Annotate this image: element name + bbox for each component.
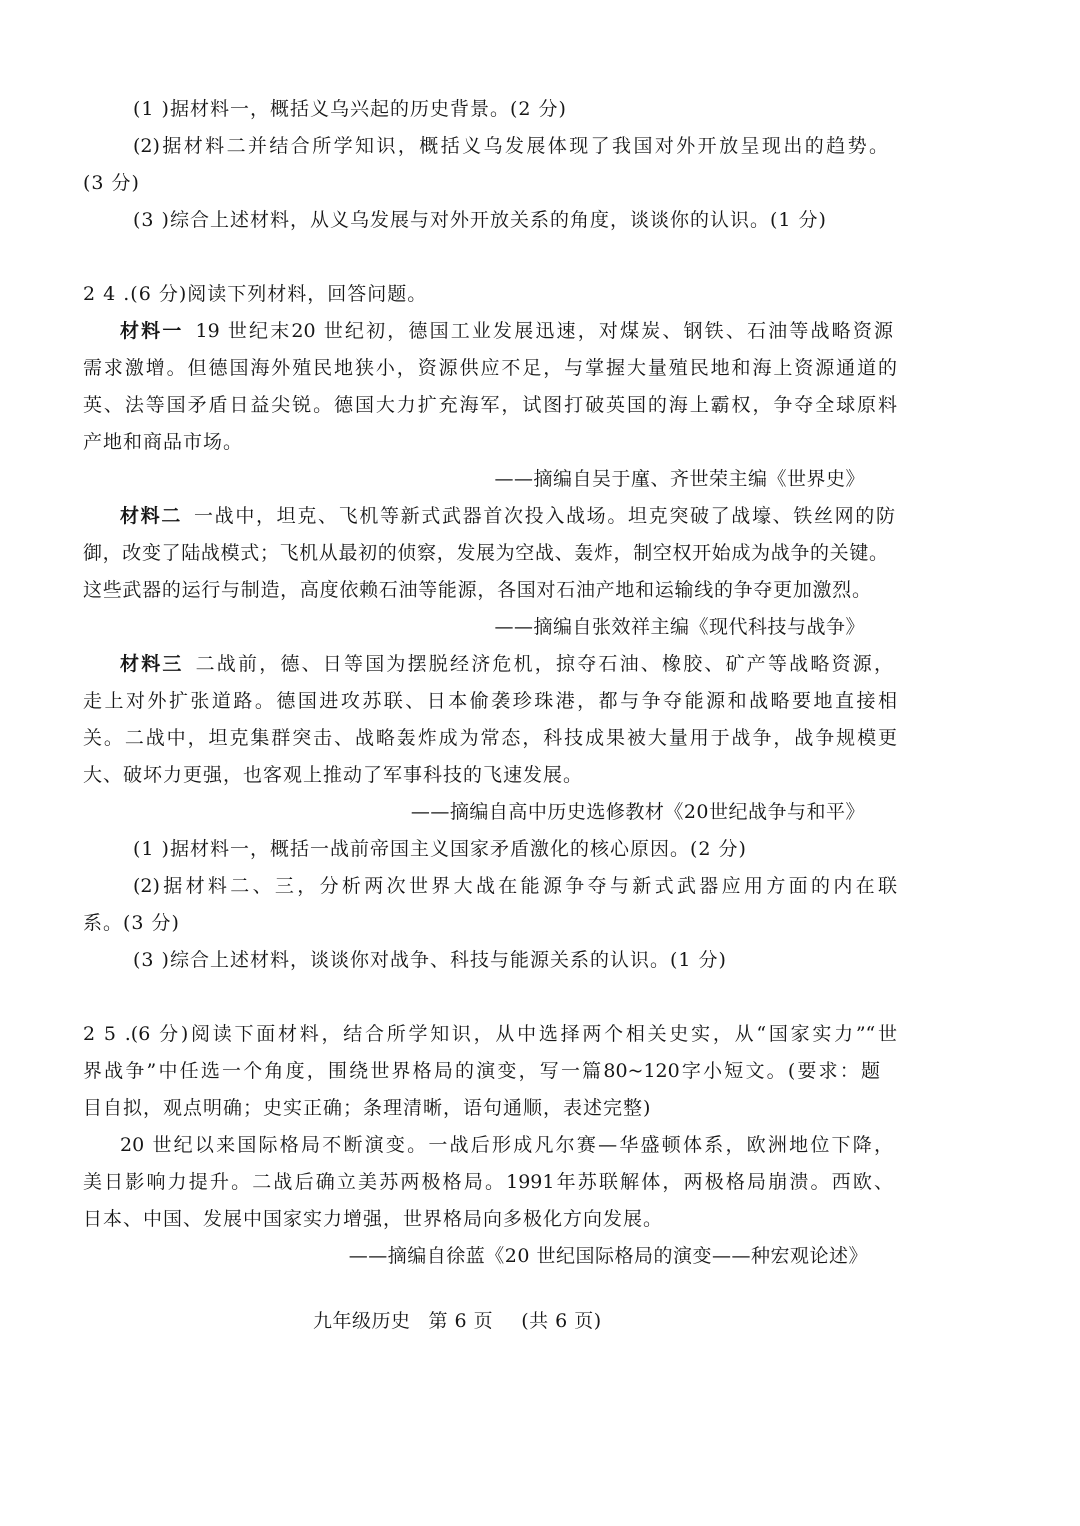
q24-sub2-line2: 系。(3 分) <box>83 912 180 934</box>
q23-sub3: (3 )综合上述材料，从义乌发展与对外开放关系的角度，谈谈你的认识。(1 分) <box>133 209 827 231</box>
material-1-line-4: 产地和商品市场。 <box>83 431 244 453</box>
material-label: 材料一 <box>120 320 184 342</box>
question-25 <box>83 1016 897 1275</box>
page-content <box>83 91 897 1275</box>
page-footer <box>313 1303 602 1340</box>
material-3-line-4: 大、破坏力更强，也客观上推动了军事科技的飞速发展。 <box>83 764 584 786</box>
q24-sub3: (3 )综合上述材料，谈谈你对战争、科技与能源关系的认识。(1 分) <box>133 949 727 971</box>
material-1-source: ——摘编自吴于廑、齐世荣主编《世界史》 <box>494 468 865 490</box>
material-text: 19 世纪末20 世纪初，德国工业发展迅速，对煤炭、钢铁、石油等战略资源 <box>195 320 893 342</box>
material-1-line-1 <box>83 313 897 350</box>
material-3-line-1 <box>83 646 897 683</box>
q24-sub1: (1 )据材料一，概括一战前帝国主义国家矛盾激化的核心原因。(2 分) <box>133 838 747 860</box>
question-24 <box>83 276 897 979</box>
q25-passage-line-3: 日本、中国、发展中国家实力增强，世界格局向多极化方向发展。 <box>83 1208 664 1230</box>
material-2-line-1 <box>83 498 897 535</box>
material-text: 一战中，坦克、飞机等新式武器首次投入战场。坦克突破了战壕、铁丝网的防 <box>194 505 895 527</box>
footer-page-number: 第 6 页 <box>428 1310 494 1332</box>
q23-sub2-line1: (2)据材料二并结合所学知识，概括义乌发展体现了我国对外开放呈现出的趋势。 <box>133 135 888 157</box>
q25-passage-line-2: 美日影响力提升。二战后确立美苏两极格局。1991年苏联解体，两极格局崩溃。西欧、 <box>83 1171 893 1193</box>
q24-heading: 2 4 .(6 分)阅读下列材料，回答问题。 <box>83 283 428 305</box>
material-1-line-2: 需求激增。但德国海外殖民地狭小，资源供应不足，与掌握大量殖民地和海上资源通道的 <box>83 357 897 379</box>
material-2-source: ——摘编自张效祥主编《现代科技与战争》 <box>494 616 865 638</box>
material-2-line-3: 这些武器的运行与制造，高度依赖石油等能源，各国对石油产地和运输线的争夺更加激烈。 <box>83 579 871 601</box>
material-text: 二战前，德、日等国为摆脱经济危机，掠夺石油、橡胶、矿产等战略资源， <box>195 653 893 675</box>
material-3-line-2: 走上对外扩张道路。德国进攻苏联、日本偷袭珍珠港，都与争夺能源和战略要地直接相 <box>83 690 897 712</box>
material-1-line-3: 英、法等国矛盾日益尖锐。德国大力扩充海军，试图打破英国的海上霸权，争夺全球原料 <box>83 394 897 416</box>
footer-total-pages: (共 6 页) <box>521 1310 602 1332</box>
q25-prompt-line-1: 2 5 .(6 分)阅读下面材料，结合所学知识，从中选择两个相关史实，从“国家实力”“世 <box>83 1023 897 1045</box>
q25-passage-source: ——摘编自徐蓝《20 世纪国际格局的演变——种宏观论述》 <box>348 1245 868 1267</box>
q24-sub2-line1: (2)据材料二、三，分析两次世界大战在能源争夺与新式武器应用方面的内在联 <box>133 875 897 897</box>
q25-passage-line-1: 20 世纪以来国际格局不断演变。一战后形成凡尔赛—华盛顿体系，欧洲地位下降， <box>120 1134 893 1156</box>
material-3-line-3: 关。二战中，坦克集群突击、战略轰炸成为常态，科技成果被大量用于战争，战争规模更 <box>83 727 897 749</box>
material-3-source: ——摘编自高中历史选修教材《20世纪战争与和平》 <box>410 801 865 823</box>
material-label: 材料二 <box>120 505 182 527</box>
q23-sub1: (1 )据材料一，概括义乌兴起的历史背景。(2 分) <box>133 98 567 120</box>
spacer <box>83 979 897 1016</box>
material-2-line-2: 御，改变了陆战模式；飞机从最初的侦察，发展为空战、轰炸，制空权开始成为战争的关键。 <box>83 542 888 564</box>
spacer <box>83 239 897 276</box>
q23-sub2-line2: (3 分) <box>83 172 140 194</box>
q25-prompt-line-3: 目自拟，观点明确；史实正确；条理清晰，语句通顺，表述完整) <box>83 1097 652 1119</box>
material-label: 材料三 <box>120 653 184 675</box>
q25-prompt-line-2: 界战争”中任选一个角度，围绕世界格局的演变，写一篇80~120字小短文。(要求：题 <box>83 1060 880 1082</box>
question-23-subquestions <box>83 91 897 239</box>
footer-subject: 九年级历史 <box>313 1310 411 1332</box>
